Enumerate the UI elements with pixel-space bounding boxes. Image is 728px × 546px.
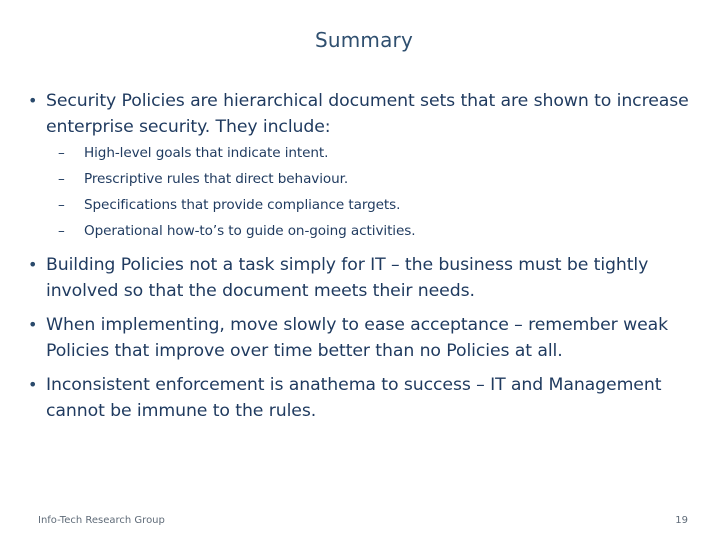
bullet-list: [26, 88, 706, 432]
bullet-item: [26, 88, 706, 244]
bullet-item: [26, 312, 706, 364]
sub-bullet-list: [46, 140, 706, 244]
bullet-text: Security Policies are hierarchical document sets that are shown to increase enterprise security. They include:: [46, 91, 689, 137]
sub-bullet-item: – High-level goals that indicate intent.: [46, 140, 706, 166]
bullet-text: Building Policies not a task simply for IT – the business must be tightly involved so that the document meets their needs.: [46, 255, 649, 301]
bullet-item: [26, 372, 706, 424]
bullet-text: Inconsistent enforcement is anathema to success – IT and Management cannot be immune to the rules.: [46, 375, 662, 421]
bullet-text: When implementing, move slowly to ease acceptance – remember weak Policies that improve over time better than no Policies at all.: [46, 315, 669, 361]
footer-company: Info-Tech Research Group: [38, 515, 165, 526]
sub-bullet-item: – Specifications that provide compliance targets.: [46, 192, 706, 218]
bullet-item: [26, 252, 706, 304]
sub-bullet-item: – Prescriptive rules that direct behaviour.: [46, 166, 706, 192]
page-number: 19: [675, 515, 688, 526]
sub-bullet-item: – Operational how-to’s to guide on-going activities.: [46, 218, 706, 244]
slide-title: Summary: [314, 28, 414, 52]
